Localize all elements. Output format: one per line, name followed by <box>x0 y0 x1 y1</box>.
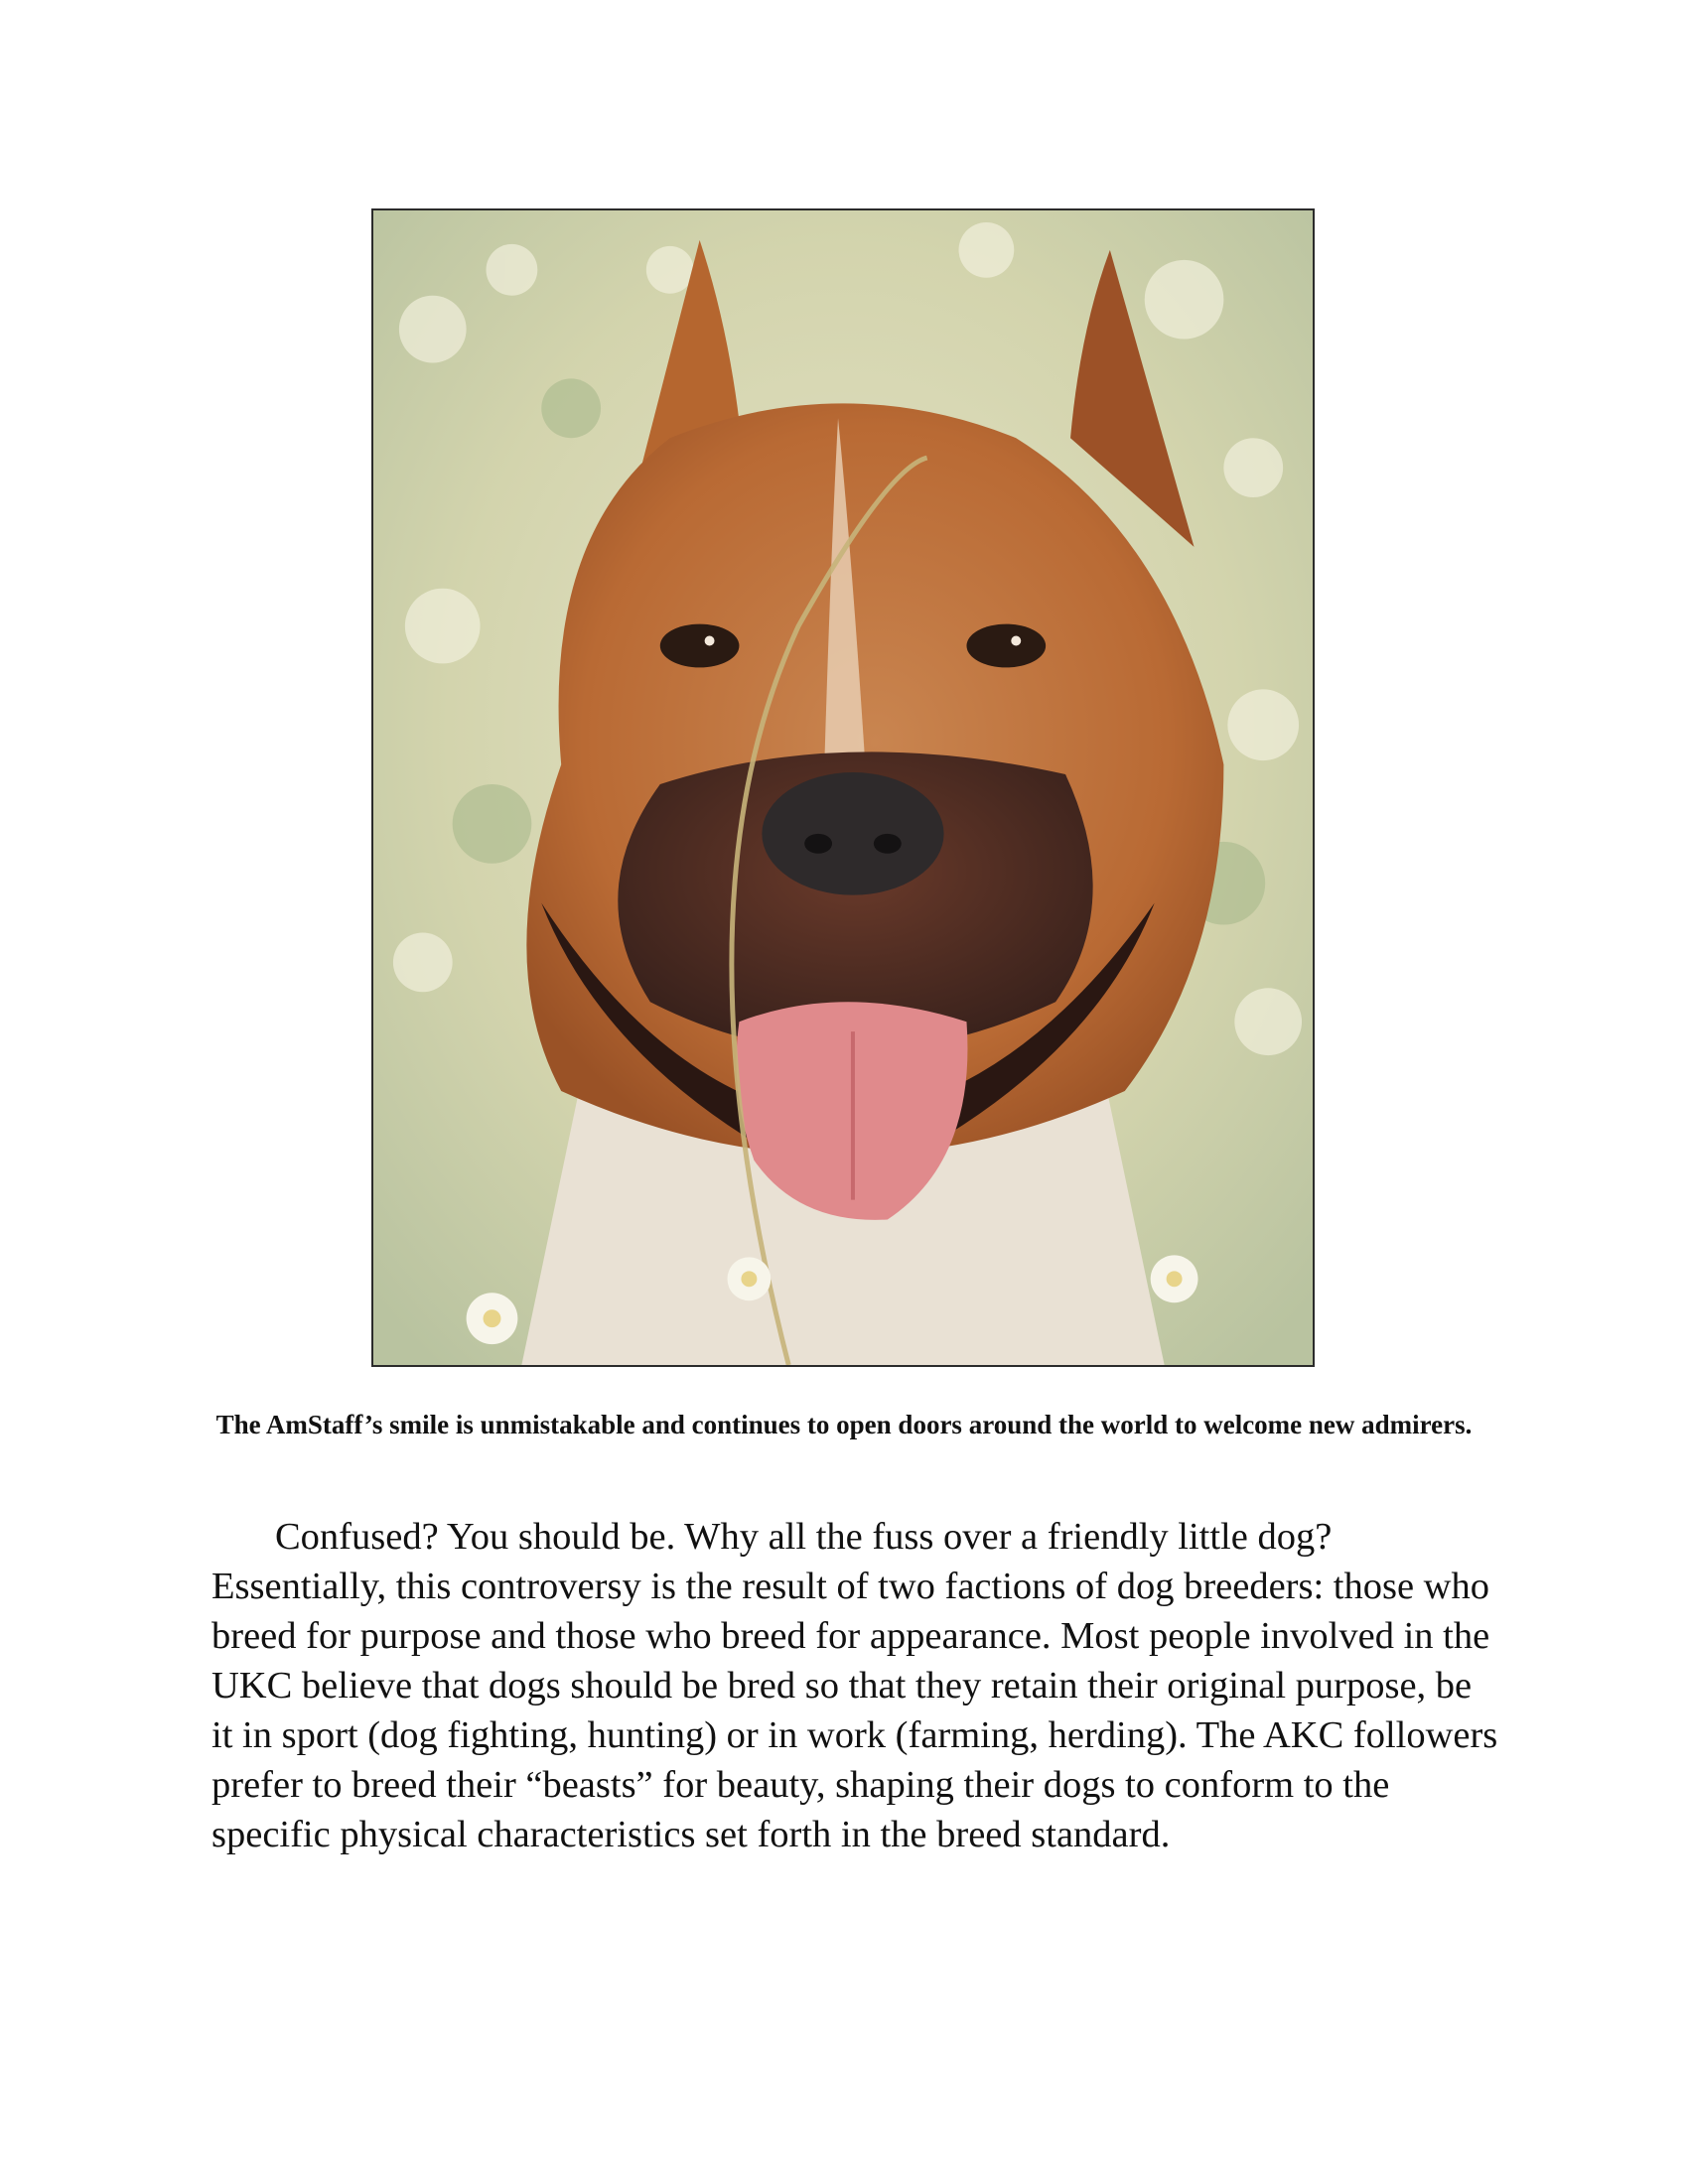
smiling-dog-photo-icon <box>373 210 1313 1365</box>
figure-caption: The AmStaff’s smile is unmistakable and continues to open doors around the world to welcome new admirers. <box>215 1410 1473 1439</box>
dog-photo <box>371 208 1315 1367</box>
body-paragraph: Confused? You should be. Why all the fuss over a friendly little dog? Essentially, this controversy is the result of two factions of dog breeders: those who breed for purpose and those who breed for appearance. Most people involved in the UKC believe that dogs should be bred so that they retain their original purpose, be it in sport (dog fighting, hunting) or in work (farming, herding). The AKC followers prefer to breed their “beasts” for beauty, shaping their dogs to conform to the specific physical characteristics set forth in the breed standard. <box>211 1516 1498 1855</box>
